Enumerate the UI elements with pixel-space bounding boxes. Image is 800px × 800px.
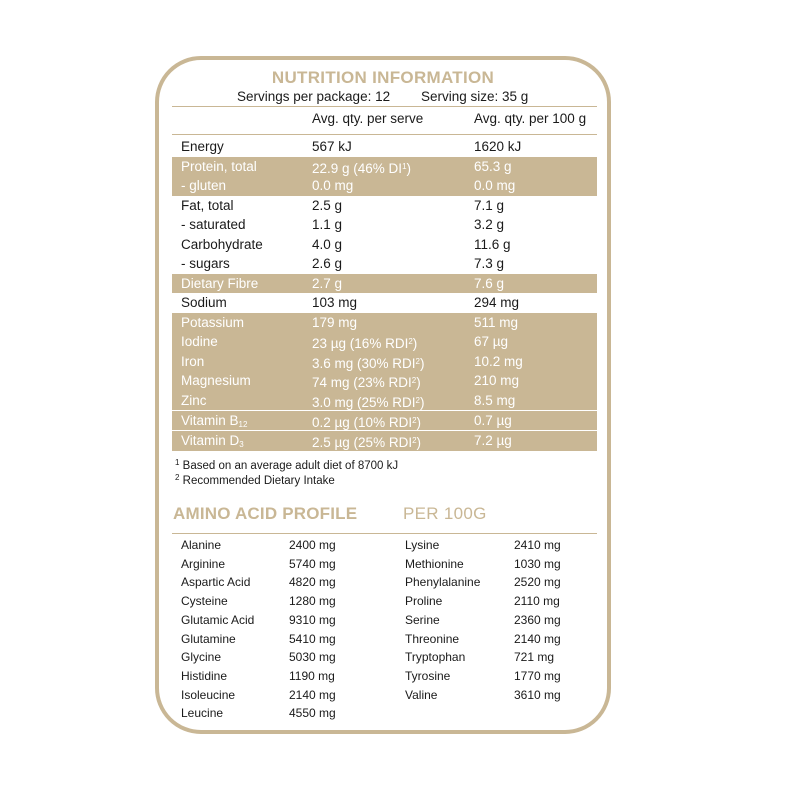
nutrient-name: Iron (181, 353, 205, 369)
nutrient-name: - sugars (181, 256, 230, 271)
nutrient-per-serve: 74 mg (23% RDI$^2$) (312, 375, 421, 390)
amino-value: 4820 mg (289, 575, 336, 590)
amino-value: 5410 mg (289, 631, 336, 646)
nutrient-row (172, 274, 597, 294)
nutrient-per-serve: 2.5 µg (25% RDI$^2$) (312, 435, 422, 451)
nutrient-name: Sodium (181, 295, 227, 310)
nutrient-per-100g: 511 mg (474, 314, 519, 330)
amino-name: Arginine (181, 556, 226, 571)
amino-value: 1280 mg (289, 594, 336, 609)
amino-name: Tyrosine (405, 668, 451, 683)
nutrient-row (172, 371, 597, 391)
amino-name: Phenylalanine (405, 575, 481, 590)
nutrient-per-100g: 210 mg (474, 373, 520, 388)
amino-value: 2110 mg (514, 594, 560, 609)
amino-title: AMINO ACID PROFILE (173, 504, 358, 523)
nutrient-row (172, 431, 597, 451)
amino-name: Aspartic Acid (181, 575, 251, 590)
amino-value: 1770 mg (514, 668, 561, 683)
amino-name: Methionine (405, 556, 464, 571)
nutrient-row (172, 332, 597, 352)
nutrient-row (172, 411, 597, 431)
amino-row (159, 630, 599, 649)
amino-value: 4550 mg (289, 706, 336, 721)
nutrient-row (172, 235, 597, 255)
nutrient-per-serve: 0.2 µg (10% RDI$^2$) (312, 414, 422, 430)
amino-name: Alanine (181, 538, 222, 552)
divider (172, 134, 597, 135)
amino-name: Tryptophan (405, 650, 466, 665)
nutrient-per-serve: 3.0 mg (25% RDI$^2$) (312, 394, 425, 410)
nutrient-per-100g: 65.3 g (474, 158, 512, 174)
nutrient-per-100g: 8.5 mg (474, 392, 516, 408)
amino-name: Leucine (181, 706, 224, 721)
nutrient-per-serve: 2.7 g (312, 275, 343, 291)
nutrient-name: - saturated (181, 217, 246, 232)
amino-name: Valine (405, 687, 438, 702)
amino-row (159, 667, 599, 686)
nutrient-per-100g: 11.6 g (474, 236, 511, 252)
nutrient-per-100g: 7.1 g (474, 197, 505, 213)
nutrient-name: - gluten (181, 178, 227, 193)
amino-row (159, 555, 599, 574)
servings-per-package: Servings per package: 12 (237, 89, 391, 104)
nutrient-name: Magnesium (181, 373, 251, 388)
amino-name: Glutamine (181, 631, 236, 646)
amino-name: Isoleucine (181, 687, 236, 702)
panel-title: NUTRITION INFORMATION (271, 68, 495, 87)
amino-value: 2140 mg (289, 687, 336, 702)
nutrient-row (172, 313, 597, 333)
amino-value: 9310 mg (289, 612, 336, 627)
nutrient-per-serve: 0.0 mg (312, 178, 354, 193)
nutrient-per-100g: 0.7 µg (474, 412, 512, 428)
nutrient-per-100g: 67 µg (474, 334, 509, 349)
nutrient-per-100g: 1620 kJ (474, 139, 522, 154)
nutrient-name: Carbohydrate (181, 236, 263, 252)
amino-row (159, 648, 599, 667)
amino-value: 3610 mg (514, 687, 561, 702)
amino-row (159, 611, 599, 630)
nutrient-row (172, 215, 597, 235)
col-head-per-100g: Avg. qty. per 100 g (474, 111, 587, 126)
nutrient-row (172, 391, 597, 411)
amino-value: 2360 mg (514, 612, 561, 627)
nutrient-row (172, 196, 597, 216)
nutrient-row (172, 254, 597, 274)
nutrient-name: Energy (181, 139, 224, 154)
amino-name: Threonine (405, 631, 460, 646)
amino-name: Cysteine (181, 594, 228, 609)
nutrition-panel (155, 56, 611, 734)
nutrient-row (172, 293, 597, 313)
nutrient-per-100g: 7.3 g (474, 256, 505, 271)
amino-row (159, 573, 599, 592)
nutrient-per-serve: 2.6 g (312, 256, 343, 271)
amino-value: 5740 mg (289, 556, 336, 571)
footnote-1: $^1$ Based on an average adult diet of 8700 kJ (175, 458, 399, 472)
nutrient-row (172, 352, 597, 372)
amino-name: Glycine (181, 650, 222, 665)
nutrient-per-serve: 179 mg (312, 314, 358, 330)
nutrient-per-serve: 103 mg (312, 295, 358, 310)
amino-name: Histidine (181, 668, 228, 683)
amino-value: 721 mg (514, 650, 555, 665)
nutrient-per-serve: 567 kJ (312, 139, 352, 154)
nutrient-per-100g: 3.2 g (474, 217, 505, 232)
amino-name: Proline (405, 594, 443, 609)
nutrient-per-100g: 10.2 mg (474, 353, 523, 369)
nutrient-row (172, 157, 597, 177)
amino-value: 2520 mg (514, 575, 561, 590)
amino-value: 1190 mg (289, 668, 335, 683)
nutrient-per-serve: 2.5 g (312, 197, 343, 213)
nutrient-per-serve: 1.1 g (312, 217, 343, 232)
amino-value: 2140 mg (514, 631, 561, 646)
nutrient-name: Iodine (181, 334, 218, 349)
amino-value: 1030 mg (514, 556, 561, 571)
nutrient-per-serve: 22.9 g (46% $DI^1$) (312, 160, 412, 176)
nutrient-per-serve: 23 µg (16% RDI$^2$) (312, 336, 418, 351)
nutrient-per-serve: 3.6 mg (30% RDI$^2$) (312, 355, 425, 371)
nutrient-name: Fat, total (181, 197, 234, 213)
nutrient-row (172, 137, 597, 157)
nutrient-per-100g: 294 mg (474, 295, 520, 310)
amino-row (159, 592, 599, 611)
divider (172, 106, 597, 107)
amino-name: Glutamic Acid (181, 612, 255, 627)
nutrient-name: Zinc (181, 392, 207, 408)
nutrient-per-100g: 7.2 µg (474, 433, 512, 449)
col-head-per-serve: Avg. qty. per serve (312, 111, 424, 126)
amino-row (159, 704, 599, 723)
nutrient-name: Vitamin $D_3$ (181, 433, 244, 450)
amino-name: Lysine (405, 538, 440, 552)
amino-row (159, 536, 599, 555)
nutrient-row (172, 176, 597, 196)
amino-value: 5030 mg (289, 650, 336, 665)
nutrient-name: Potassium (181, 314, 245, 330)
nutrient-per-serve: 4.0 g (312, 236, 343, 252)
amino-value: 2400 mg (289, 538, 336, 552)
nutrient-name: Vitamin $B_{12}$ (181, 412, 248, 429)
nutrient-name: Dietary Fibre (181, 275, 259, 291)
divider (172, 533, 597, 534)
amino-row (159, 686, 599, 705)
nutrient-per-100g: 7.6 g (474, 275, 505, 291)
amino-per-label: PER 100G (403, 504, 487, 523)
amino-value: 2410 mg (514, 538, 561, 552)
serving-size: Serving size: 35 g (421, 89, 529, 104)
nutrient-per-100g: 0.0 mg (474, 178, 516, 193)
footnote-2: $^2$ Recommended Dietary Intake (175, 473, 335, 487)
nutrient-name: Protein, total (181, 158, 257, 174)
amino-name: Serine (405, 612, 440, 627)
